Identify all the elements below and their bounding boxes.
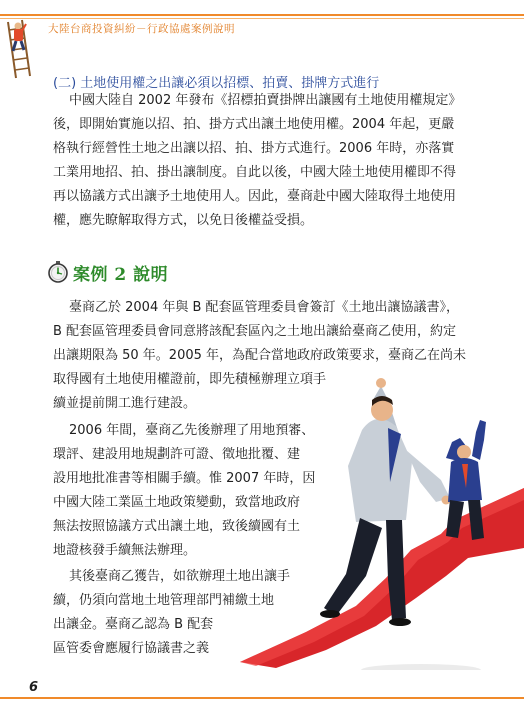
paragraph-line: 再以協議方式出讓予土地使用人。因此，臺商赴中國大陸取得土地使用 (53, 189, 457, 204)
ladder-climber-icon (0, 18, 40, 80)
paragraph-line: 後，即開始實施以招、拍、掛方式出讓土地使用權。2004 年起，更嚴 (53, 117, 455, 132)
paragraph-line: 區管委會應履行協議書之義 (53, 641, 210, 656)
case-paragraph-3 (53, 565, 290, 661)
header-rule-thin (0, 18, 524, 19)
footer-rule (0, 697, 524, 699)
paragraph-line: 地證核發手續無法辦理。 (53, 543, 197, 558)
paragraph-line: 無法按照協議方式出讓土地，致後續國有土 (53, 519, 301, 534)
case-paragraph-1 (53, 296, 466, 416)
paragraph-line: 取得國有土地使用權證前，即先積極辦理立項手 (53, 372, 327, 387)
paragraph-line: 中國大陸工業區土地政策變動，致當地政府 (53, 495, 301, 510)
paragraph-line: 臺商乙於 2004 年與 B 配套區管理委員會簽訂《土地出讓協議書》， (69, 300, 460, 315)
paragraph-line: 出讓金。臺商乙認為 B 配套 (53, 617, 214, 632)
paragraph-line: 工業用地招、拍、掛出讓制度。自此以後，中國大陸土地使用權即不得 (53, 165, 457, 180)
header-rule (0, 14, 524, 16)
stopwatch-icon (47, 261, 69, 283)
paragraph-line: 中國大陸自 2002 年發布《招標拍賣掛牌出讓國有土地使用權規定》 (69, 93, 462, 108)
paragraph-line: 其後臺商乙獲告，如欲辦理土地出讓手 (69, 569, 291, 584)
case-paragraph-2 (53, 419, 315, 563)
paragraph-line: 續並提前開工進行建設。 (53, 396, 197, 411)
section-heading: (二) 土地使用權之出讓必須以招標、拍賣、掛牌方式進行 (53, 76, 380, 91)
paragraph-line: 環評、建設用地規劃許可證、徵地批覆、建 (53, 447, 301, 462)
running-title: 大陸台商投資糾紛－行政協處案例說明 (48, 23, 235, 35)
paragraph-line: 出讓期限為 50 年。2005 年，為配合當地政府政策要求，臺商乙在尚未 (53, 348, 467, 363)
case-title (47, 258, 168, 286)
paragraph-line: 權，應先瞭解取得方式，以免日後權益受損。 (53, 213, 314, 228)
paragraph-line: 續，仍須向當地土地管理部門補繳土地 (53, 593, 275, 608)
paragraph-line: 格執行經營性土地之出讓以招、拍、掛方式進行。2006 年時，亦落實 (53, 141, 455, 156)
paragraph-line: 設用地批准書等相關手續。惟 2007 年時，因 (53, 471, 316, 486)
paragraph-line: B 配套區管理委員會同意將該配套區內之土地出讓給臺商乙使用，約定 (53, 324, 457, 339)
section-paragraph (53, 89, 461, 233)
page-number: 6 (29, 680, 39, 695)
case-title-text: 案例 2 說明 (73, 264, 169, 285)
paragraph-line: 2006 年間，臺商乙先後辦理了用地預審、 (69, 423, 315, 438)
page-header (0, 0, 524, 40)
